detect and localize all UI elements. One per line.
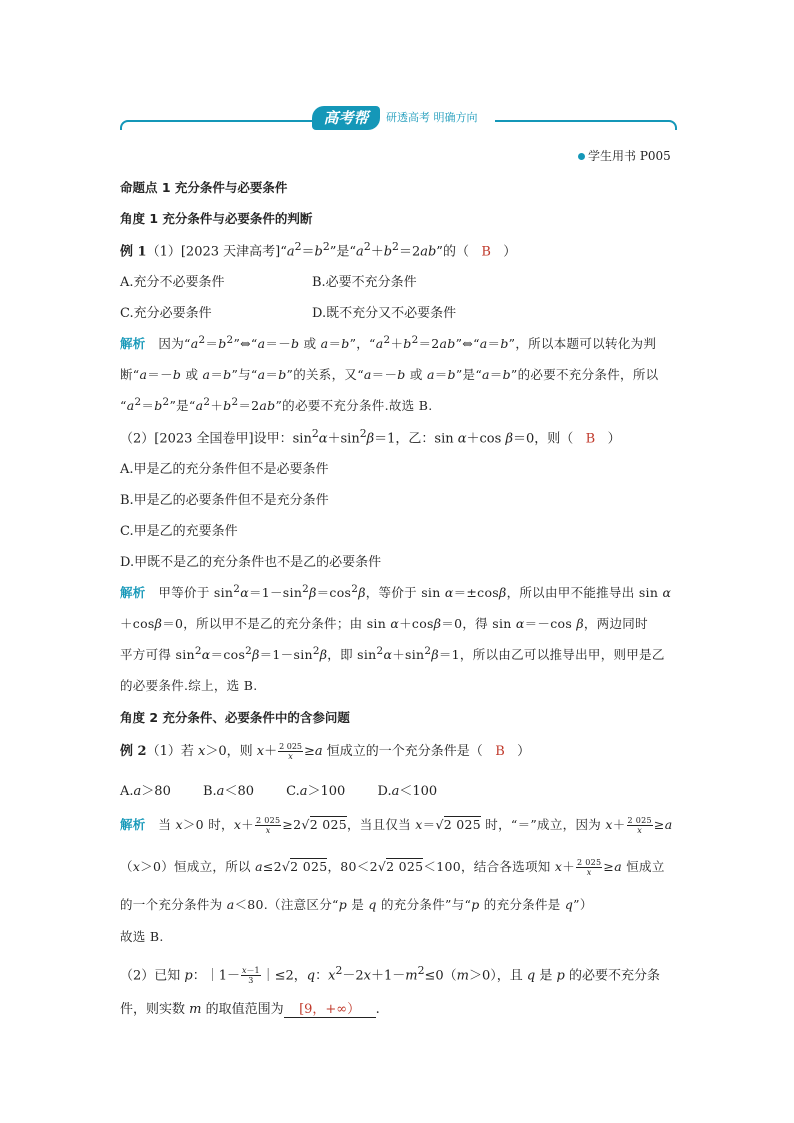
section-title: 命题点 1 充分条件与必要条件 [120, 180, 288, 195]
ex1-q1-option-b: B.必要不充分条件 [312, 275, 417, 290]
ex2-q1-options [120, 780, 437, 799]
ex1-q2-option-a: A.甲是乙的充分条件但不是必要条件 [120, 462, 329, 477]
book-reference [578, 147, 671, 164]
angle2-title: 角度 2 充分条件、必要条件中的含参问题 [120, 710, 350, 725]
analysis-label: 解析 [120, 336, 146, 352]
ex1-q1-answer: B [481, 244, 491, 260]
ex1-label: 例 1 [120, 244, 147, 260]
ex1-q2-analysis-line2: ＋cosβ＝0，所以甲不是乙的充分条件；由 sin α＋cosβ＝0，得 sin α＝－cos β，两边同时 [120, 616, 648, 631]
ex1-q2-option-c: C.甲是乙的充要条件 [120, 524, 238, 539]
angle1-title: 角度 1 充分条件与必要条件的判断 [120, 211, 313, 226]
ex2-q1-analysis-line3: 的一个充分条件为 a＜80.（注意区分“p 是 q 的充分条件”与“p 的充分条件是 q”） [120, 897, 593, 912]
ex2-q2-line1: （2）已知 p：｜1－ $\frac{x-1}{3}$ ｜≤2，q：$x^2-2x+1-m^2\le 0(m>0)$，且 q 是 p 的必要不充分条 [120, 964, 660, 986]
ex1-q2-option-d: D.甲既不是乙的充分条件也不是乙的必要条件 [120, 555, 382, 570]
ex1-q2-option-b: B.甲是乙的必要条件但不是充分条件 [120, 493, 329, 508]
ex2-q1-option-c: C.a＞100 [286, 784, 346, 799]
banner-line-right [495, 120, 677, 130]
ex2-q2-line2: 件，则实数 m 的取值范围为 [9，+∞） . [120, 998, 380, 1018]
ex1-q1-option-c: C.充分必要条件 [120, 306, 212, 321]
banner-logo: 高考帮 [312, 106, 380, 130]
ex1-q2-answer: B [585, 431, 596, 447]
ex1-q2-analysis-line4: 的必要条件.综上，选 B. [120, 678, 258, 693]
ex1-q1: 例 1（1）[2023 天津高考]“$a^2=b^2$”是“$a^2+b^2=2ab$”的（ B ） [120, 240, 517, 260]
ex2-q1-option-b: B.a＜80 [202, 784, 254, 799]
ex2-q1-analysis-line2: （x＞0）恒成立，所以 a≤2√2 025，80＜2√2 025＜100，结合各选项知 x＋ $\frac{2 025}{x}$ ≥a 恒成立 [120, 858, 665, 877]
banner-slogan: 研透高考 明确方向 [386, 111, 478, 124]
ex2-q1: 例 2（1）若 x＞0，则 x＋ $\frac{2 025}{x}$ ≥a 恒成立的一个充分条件是（ B ） [120, 742, 531, 761]
ex1-q2: （2）[2023 全国卷甲]设甲：$\sin^2\alpha+\sin^2\beta=1$，乙：sin α＋cos β＝0，则（ B ） [120, 427, 621, 447]
dot-icon [578, 153, 585, 160]
ex1-q1-analysis-line2: 断“a＝－b 或 a＝b”与“a＝b”的关系，又“a＝－b 或 a＝b”是“a＝b”的必要不充分条件，所以 [120, 367, 659, 382]
ex1-q2-analysis-line1: 解析 甲等价于 $\sin^2\alpha=1-\sin^2\beta=\cos^2\beta$，等价于 sin α＝±cosβ，所以由甲不能推导出 sin α [120, 583, 672, 601]
ex2-q1-answer: B [495, 744, 505, 759]
analysis-label: 解析 [120, 817, 146, 832]
ex2-q1-analysis-line1: 解析 当 x＞0 时，x＋ $\frac{2 025}{x}$ ≥2√2 025，当且仅当 x＝√2 025 时，“＝”成立，因为 x＋ $\frac{2 025}{x}$ ≥a [120, 816, 673, 835]
ex1-q1-option-a: A.充分不必要条件 [120, 275, 225, 290]
ex1-q1-analysis-line1: 解析 因为“$a^2=b^2”\Leftrightarrow“a=-b$ 或 a＝b”，“$a^2+b^2=2ab”\Leftrightarrow“a=b$”，所以本题可以转化为判 [120, 334, 657, 352]
ex2-label: 例 2 [120, 744, 147, 759]
ex2-q1-conclusion: 故选 B. [120, 929, 164, 944]
analysis-label: 解析 [120, 585, 146, 601]
ex1-q1-analysis-line3: “$a^2=b^2$”是“$a^2+b^2=2ab$”的必要不充分条件.故选 B. [120, 396, 433, 414]
banner-line-left [120, 120, 312, 130]
ex1-q2-analysis-line3: 平方可得 $\sin^2\alpha=\cos^2\beta=1-\sin^2\beta$，即 $\sin^2\alpha+\sin^2\beta=1$，所以由乙可以推导出甲，则甲是乙 [120, 645, 665, 663]
book-reference-text: 学生用书 P005 [588, 149, 671, 163]
ex2-q1-option-d: D.a＜100 [377, 784, 438, 799]
ex2-q2-answer: [9，+∞） [299, 1002, 361, 1017]
ex1-q1-option-d: D.既不充分又不必要条件 [312, 306, 457, 321]
ex2-q1-option-a: A.a＞80 [120, 784, 171, 799]
